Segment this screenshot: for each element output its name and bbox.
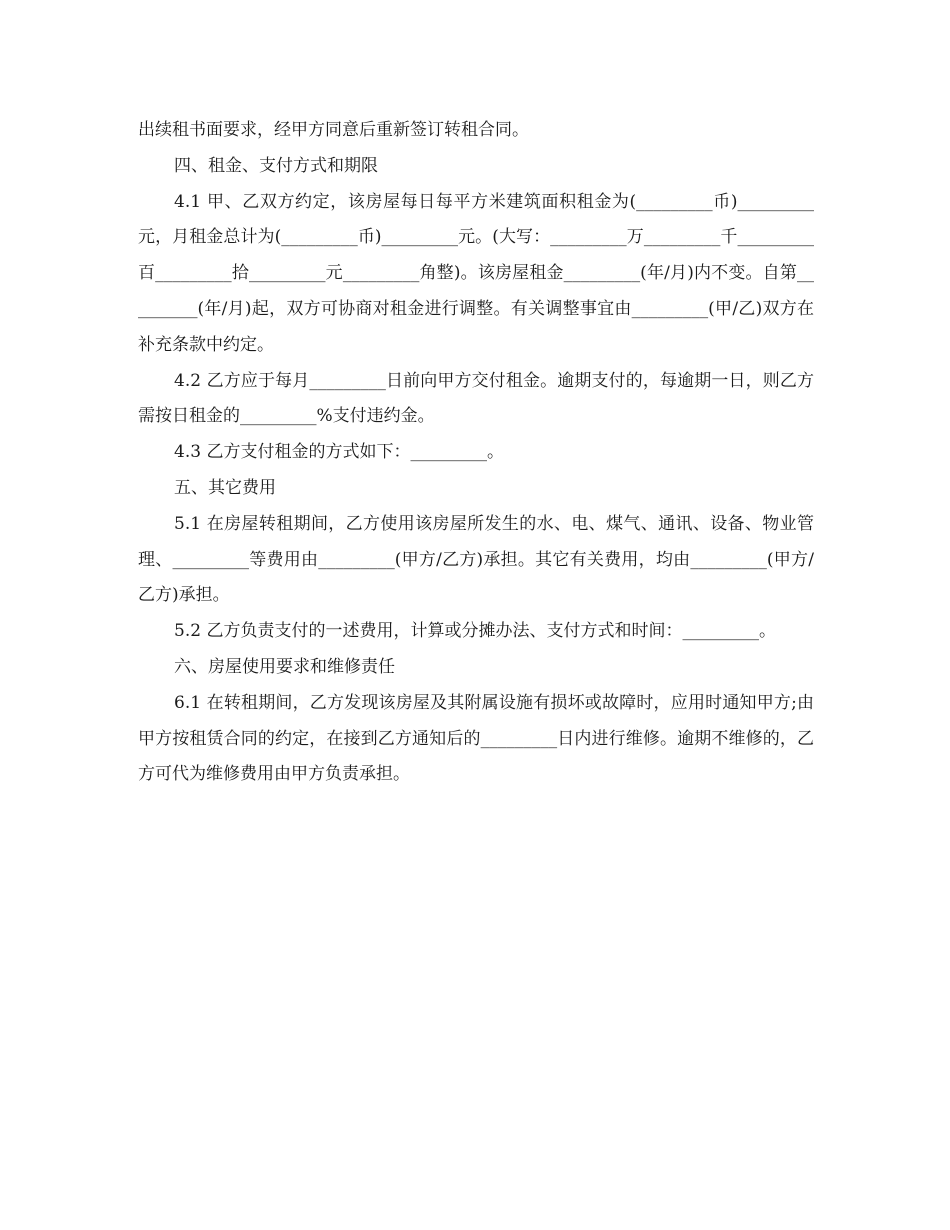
- document-body: [138, 113, 814, 793]
- clause-4-2: 4.2 乙方应于每月_________日前向甲方交付租金。逾期支付的，每逾期一日，则乙方需按日租金的_________%支付违约金。: [138, 370, 814, 427]
- paragraph-continuation: 出续租书面要求，经甲方同意后重新签订转租合同。: [138, 120, 529, 140]
- clause-4-3: 4.3 乙方支付租金的方式如下：_________。: [174, 442, 504, 463]
- section-heading-rent-payment: 四、租金、支付方式和期限: [174, 155, 378, 176]
- section-heading-other-fees: 五、其它费用: [174, 477, 276, 498]
- section-heading-usage-maintenance: 六、房屋使用要求和维修责任: [174, 656, 395, 677]
- clause-5-2: 5.2 乙方负责支付的一述费用，计算或分摊办法、支付方式和时间：_________。: [174, 621, 776, 642]
- clause-6-1: 6.1 在转租期间，乙方发现该房屋及其附属设施有损坏或故障时，应用时通知甲方;由甲方按租赁合同的约定，在接到乙方通知后的_________日内进行维修。逾期不维修的，乙方可代为维修费用由甲方负责承担。: [138, 692, 814, 785]
- clause-4-1: 4.1 甲、乙双方约定，该房屋每日每平方米建筑面积租金为(_________币)_________元，月租金总计为(_________币)_________元。(大写：_________万_________千_________百_________拾_________元_________角整)。该房屋租金_________(年/月)内不变。自第_________(年/月)起，双方可协商对租金进行调整。有关调整事宜由_________(甲/乙)双方在补充条款中约定。: [138, 191, 814, 355]
- clause-5-1: 5.1 在房屋转租期间，乙方使用该房屋所发生的水、电、煤气、通讯、设备、物业管理、_________等费用由_________(甲方/乙方)承担。其它有关费用，均由_________(甲方/乙方)承担。: [138, 513, 814, 606]
